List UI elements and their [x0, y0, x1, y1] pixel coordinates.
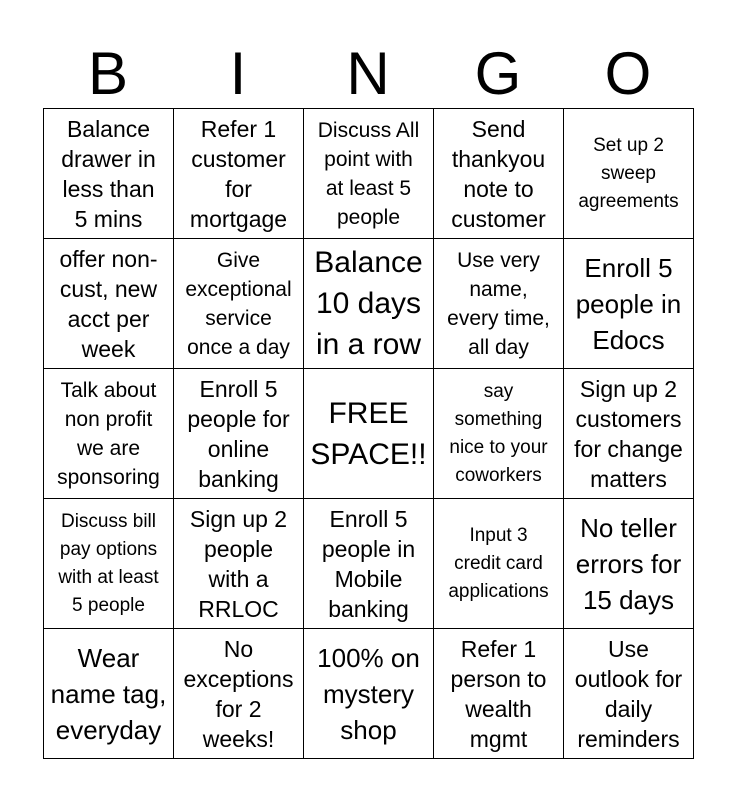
bingo-cell: Discuss All point with at least 5 people — [304, 109, 434, 239]
header-letter-g: G — [474, 40, 522, 107]
bingo-cell: No exceptions for 2 weeks! — [174, 629, 304, 759]
bingo-cell: offer non- cust, new acct per week — [44, 239, 174, 369]
header-letter-o: O — [604, 40, 652, 107]
bingo-cell: Send thankyou note to customer — [434, 109, 564, 239]
free-space-cell: FREE SPACE!! — [304, 369, 434, 499]
bingo-cell: Discuss bill pay options with at least 5 people — [44, 499, 174, 629]
bingo-cell: Enroll 5 people in Edocs — [564, 239, 694, 369]
bingo-cell: Wear name tag, everyday — [44, 629, 174, 759]
bingo-cell: Refer 1 person to wealth mgmt — [434, 629, 564, 759]
grid-row — [44, 109, 694, 239]
bingo-cell: say something nice to your coworkers — [434, 369, 564, 499]
grid-row — [44, 239, 694, 369]
bingo-cell: No teller errors for 15 days — [564, 499, 694, 629]
bingo-grid — [43, 108, 694, 759]
bingo-cell: Input 3 credit card applications — [434, 499, 564, 629]
bingo-cell: Sign up 2 people with a RRLOC — [174, 499, 304, 629]
bingo-cell: Sign up 2 customers for change matters — [564, 369, 694, 499]
bingo-cell: Set up 2 sweep agreements — [564, 109, 694, 239]
bingo-cell: Enroll 5 people for online banking — [174, 369, 304, 499]
bingo-cell: Use very name, every time, all day — [434, 239, 564, 369]
bingo-cell: Refer 1 customer for mortgage — [174, 109, 304, 239]
bingo-cell: Balance 10 days in a row — [304, 239, 434, 369]
bingo-header — [43, 40, 693, 108]
header-letter-b: B — [87, 40, 129, 107]
grid-row — [44, 499, 694, 629]
grid-row — [44, 369, 694, 499]
grid-row — [44, 629, 694, 759]
header-letter-i: I — [229, 40, 247, 107]
bingo-cell: Talk about non profit we are sponsoring — [44, 369, 174, 499]
bingo-cell: Balance drawer in less than 5 mins — [44, 109, 174, 239]
bingo-cell: 100% on mystery shop — [304, 629, 434, 759]
header-letter-n: N — [346, 40, 390, 107]
bingo-cell: Use outlook for daily reminders — [564, 629, 694, 759]
bingo-cell: Enroll 5 people in Mobile banking — [304, 499, 434, 629]
bingo-cell: Give exceptional service once a day — [174, 239, 304, 369]
